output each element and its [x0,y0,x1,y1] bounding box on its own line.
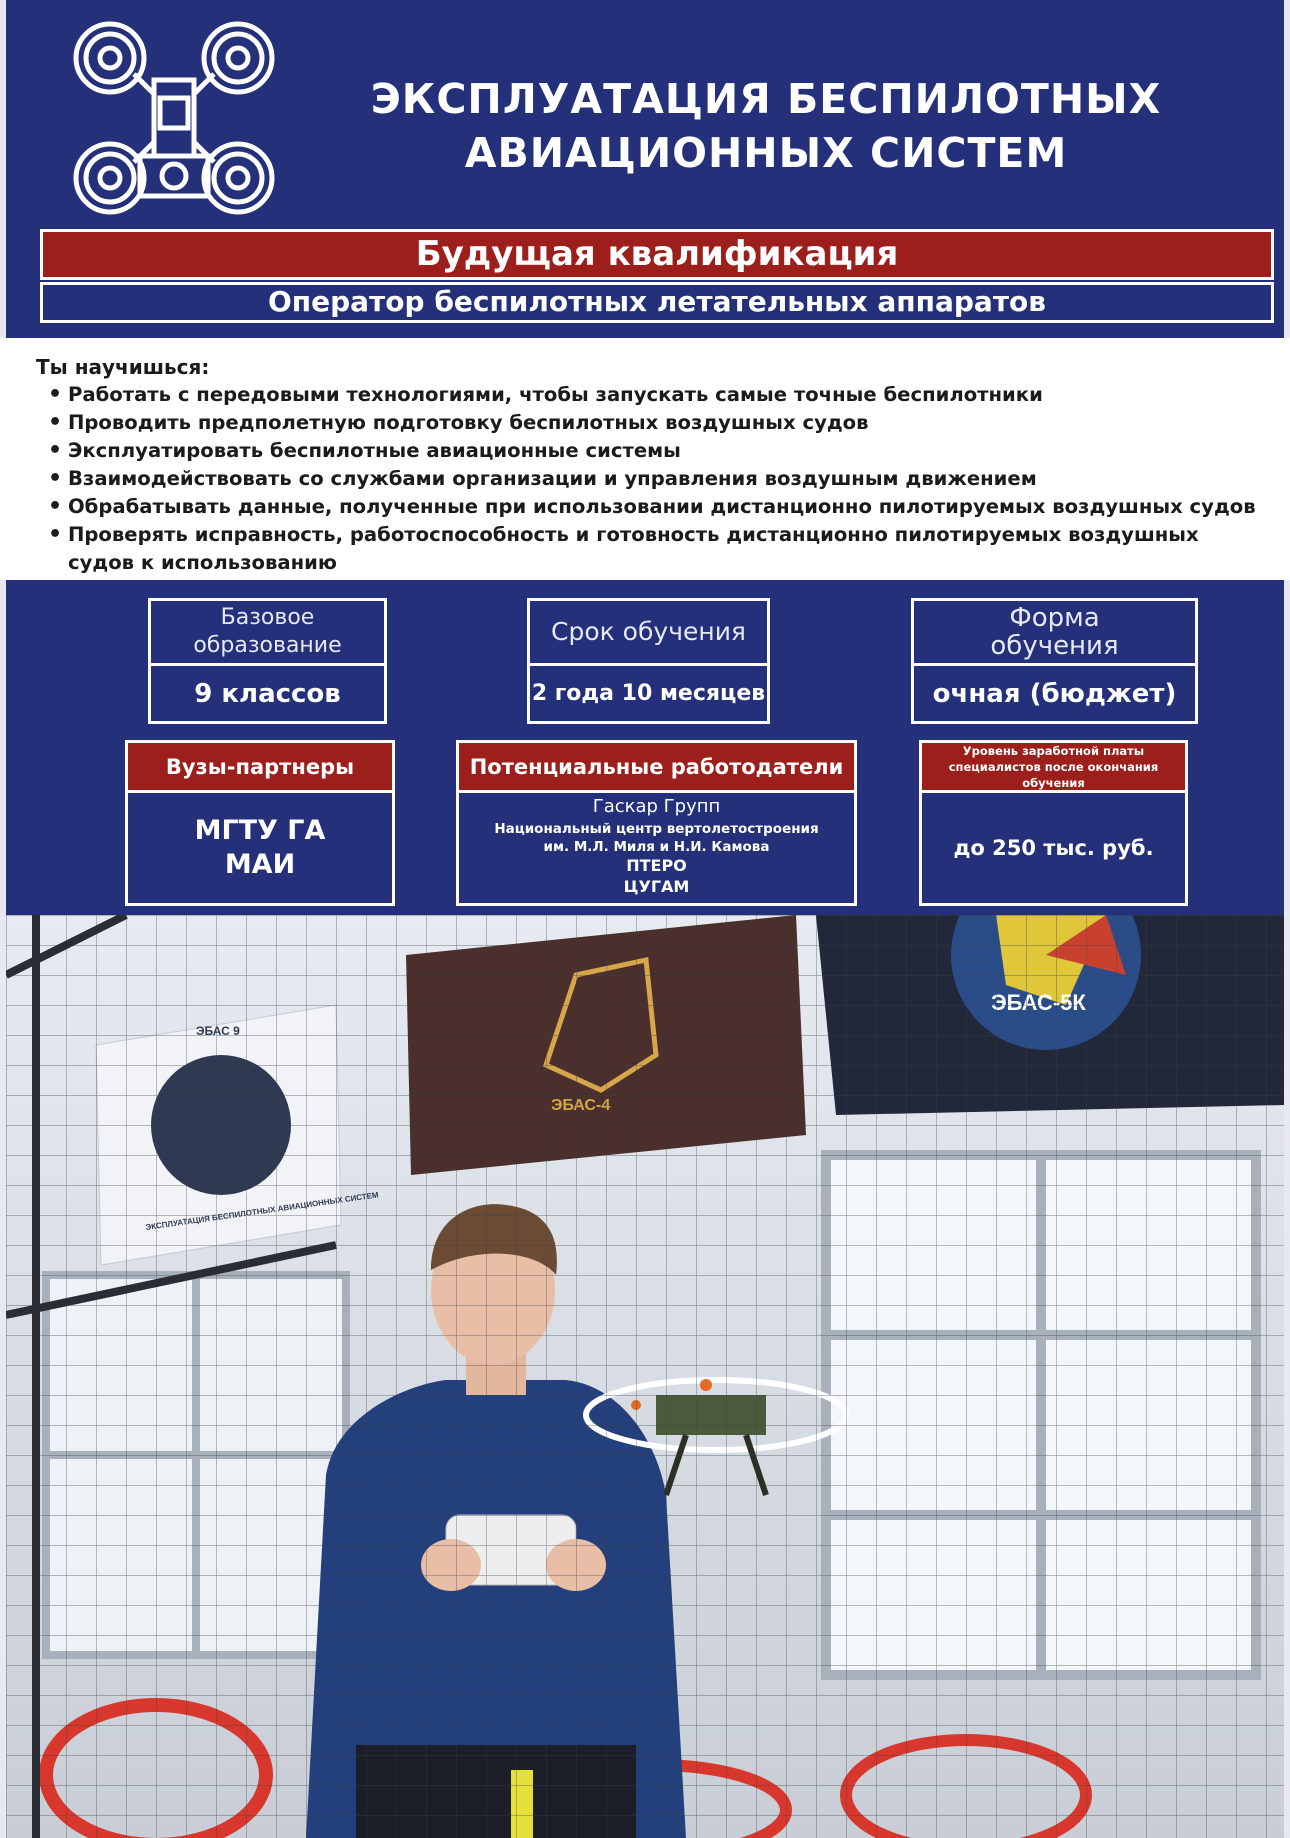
drone-icon [70,18,278,218]
employers-card [456,740,857,906]
study-form-value: очная (бюджет) [932,678,1177,709]
employer-item: Национальный центр вертолетостроения [494,821,819,837]
base-education-card [148,598,387,724]
learn-title: Ты научишься: [36,355,210,379]
photo-illustration [6,915,1284,1838]
learn-section [0,338,1290,580]
future-qualification-heading: Будущая квалификация [40,229,1274,280]
learn-list [36,381,1290,577]
info-section [0,580,1290,915]
partner-mgtu: МГТУ ГА [194,815,326,846]
duration-label: Срок обучения [530,601,767,666]
list-item: • Взаимодействовать со службами организации и управления воздушным движением [36,465,1276,493]
list-item: • Работать с передовыми технологиями, чтобы запускать самые точные беспилотники [36,381,1276,409]
study-form-card [911,598,1198,724]
study-form-label: Форма обучения [914,601,1195,666]
partners-label: Вузы-партнеры [128,743,392,793]
salary-value: до 250 тыс. руб. [953,836,1154,860]
header-banner [0,0,1290,338]
employer-item: им. М.Л. Миля и Н.И. Камова [543,839,770,855]
employer-item: ЦУГАМ [623,877,690,896]
salary-card [919,740,1188,906]
partner-mai: МАИ [224,849,296,880]
duration-value: 2 года 10 месяцев [531,681,766,706]
title-line-2: АВИАЦИОННЫХ СИСТЕМ [464,129,1068,177]
employer-item: ПТЕРО [626,856,687,875]
list-item: • Проводить предполетную подготовку беспилотных воздушных судов [36,409,1276,437]
list-item: • Обрабатывать данные, полученные при использовании дистанционно пилотируемых воздушных судов [36,493,1276,521]
student-drone-photo [0,915,1290,1838]
list-item: • Эксплуатировать беспилотные авиационные системы [36,437,1276,465]
employers-label: Потенциальные работодатели [459,743,854,793]
partners-value [128,793,392,903]
base-education-value: 9 классов [194,678,341,709]
duration-card [527,598,770,724]
page-title [336,72,1196,180]
partners-card [125,740,395,906]
salary-label: Уровень заработной платы специалистов после окончания обучения [922,743,1185,793]
employers-list [459,793,854,897]
operator-qualification: Оператор беспилотных летательных аппаратов [40,282,1274,323]
base-education-label: Базовое образование [151,601,384,666]
employer-item: Гаскар Групп [592,796,721,817]
list-item: • Проверять исправность, работоспособность и готовность дистанционно пилотируемых воздушных судов к использованию [36,521,1236,577]
title-line-1: ЭКСПЛУАТАЦИЯ БЕСПИЛОТНЫХ [370,75,1162,123]
